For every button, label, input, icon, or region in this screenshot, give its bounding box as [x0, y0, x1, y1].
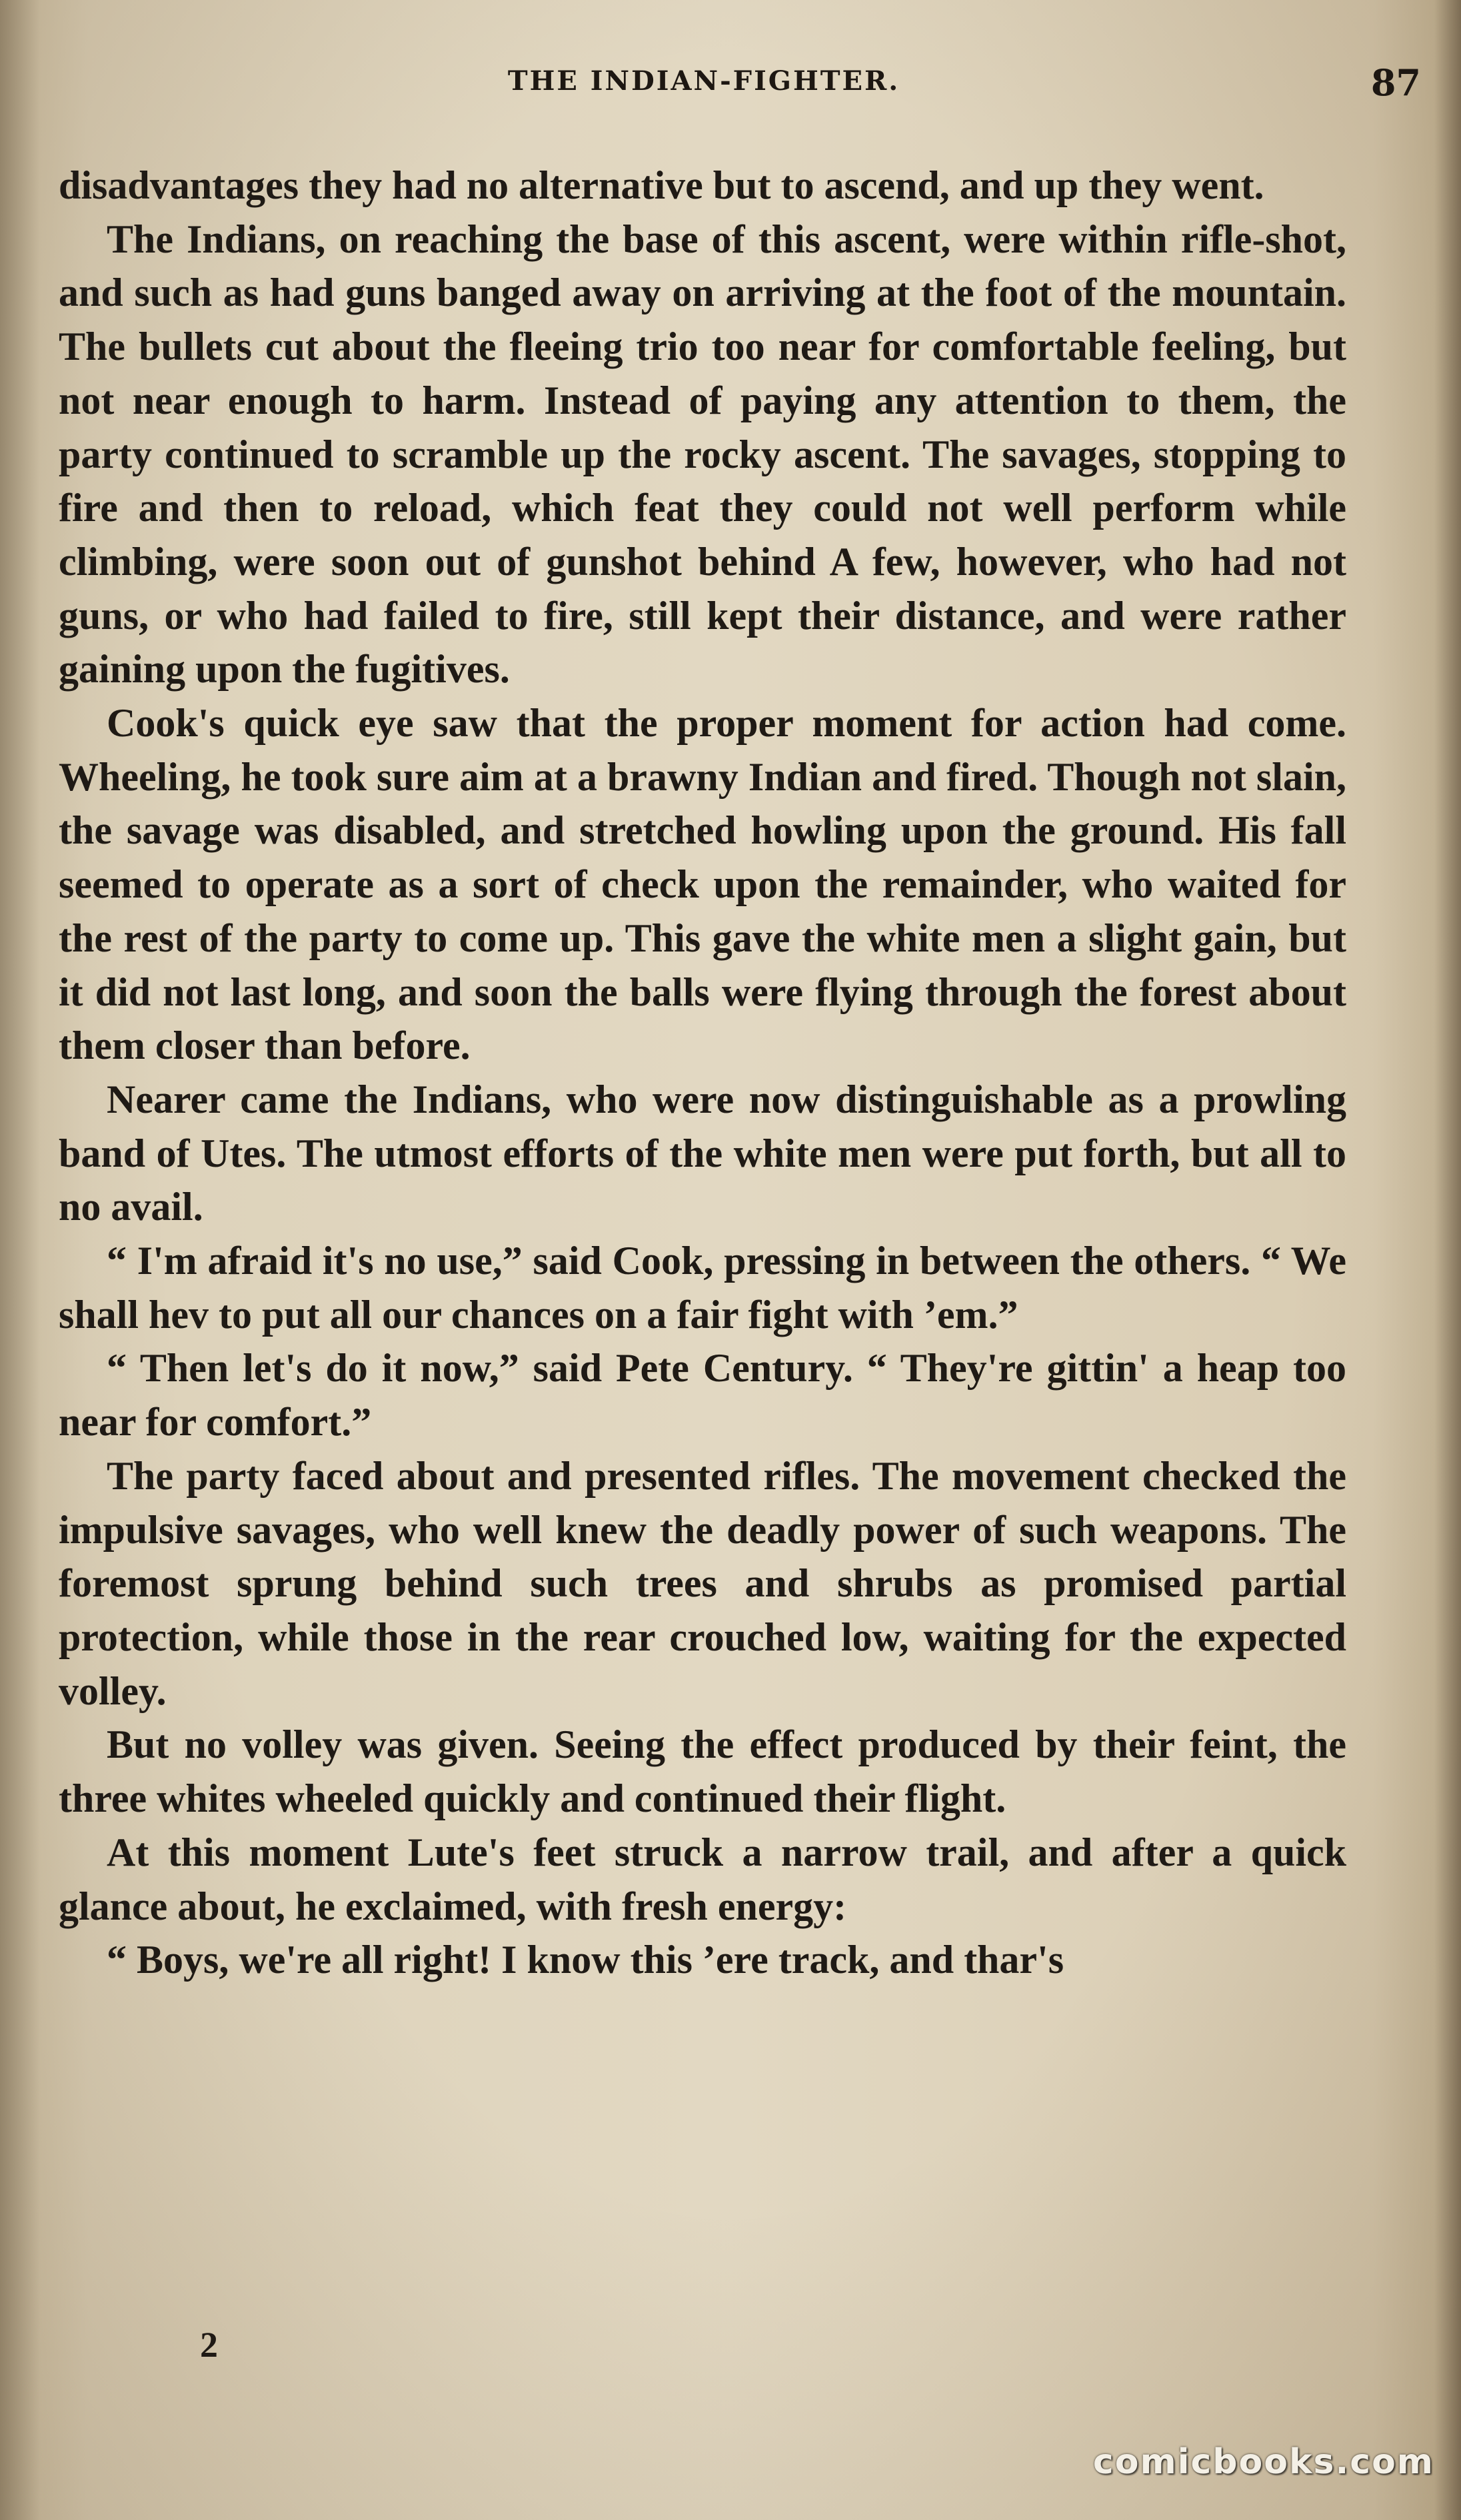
- running-head: THE INDIAN-FIGHTER.: [507, 65, 900, 97]
- watermark: comicbooks.com: [1092, 2442, 1434, 2482]
- paragraph: But no volley was given. Seeing the effect produced by their feint, the three whites wheeled quickly and continued their flight.: [59, 1722, 1346, 1821]
- page-header: [60, 61, 1421, 112]
- page-edge-shadow-right: [1434, 0, 1461, 2520]
- paragraph: The party faced about and presented rifles. The movement checked the impulsive savages, who well knew the deadly power of such weapons. The foremost sprung behind such trees and shrubs as promised partial protection, while those in the rear crouched low, waiting for the expected volley.: [59, 1453, 1346, 1713]
- paragraph: “ I'm afraid it's no use,” said Cook, pressing in between the others. “ We shall hev to put all our chances on a fair fight with ’em.”: [59, 1239, 1346, 1337]
- page-edge-shadow-left: [0, 0, 40, 2520]
- paragraph: At this moment Lute's feet struck a narrow trail, and after a quick glance about, he exclaimed, with fresh energy:: [59, 1830, 1346, 1928]
- paragraph: disadvantages they had no alternative but to ascend, and up they went.: [59, 163, 1264, 207]
- paragraph: The Indians, on reaching the base of this ascent, were within rifle-shot, and such as had guns banged away on arriving at the foot of the mountain. The bullets cut about the fleeing trio too near for comfortable feeling, but not near enough to harm. Instead of paying any attention to them, the party continued to scramble up the rocky ascent. The savages, stopping to fire and then to reload, which feat they could not well perform while climbing, were soon out of gunshot behind A few, however, who had not guns, or who had failed to fire, still kept their distance, and were rather gaining upon the fugitives.: [59, 217, 1346, 692]
- signature-mark: 2: [200, 2325, 218, 2365]
- paragraph: Nearer came the Indians, who were now distinguishable as a prowling band of Utes. The utmost efforts of the white men were put forth, but all to no avail.: [59, 1077, 1346, 1229]
- paragraph: “ Then let's do it now,” said Pete Century. “ They're gittin' a heap too near for comfort.”: [59, 1346, 1346, 1445]
- paragraph: “ Boys, we're all right! I know this ’ere track, and thar's: [107, 1938, 1064, 1982]
- body-text: [59, 159, 1346, 1987]
- paragraph: Cook's quick eye saw that the proper moment for action had come. Wheeling, he took sure aim at a brawny Indian and fired. Though not slain, the savage was disabled, and stretched howling upon the ground. His fall seemed to operate as a sort of check upon the remainder, who waited for the rest of the party to come up. This gave the white men a slight gain, but it did not last long, and soon the balls were flying through the forest about them closer than before.: [59, 701, 1346, 1068]
- page-number: 87: [1370, 61, 1421, 104]
